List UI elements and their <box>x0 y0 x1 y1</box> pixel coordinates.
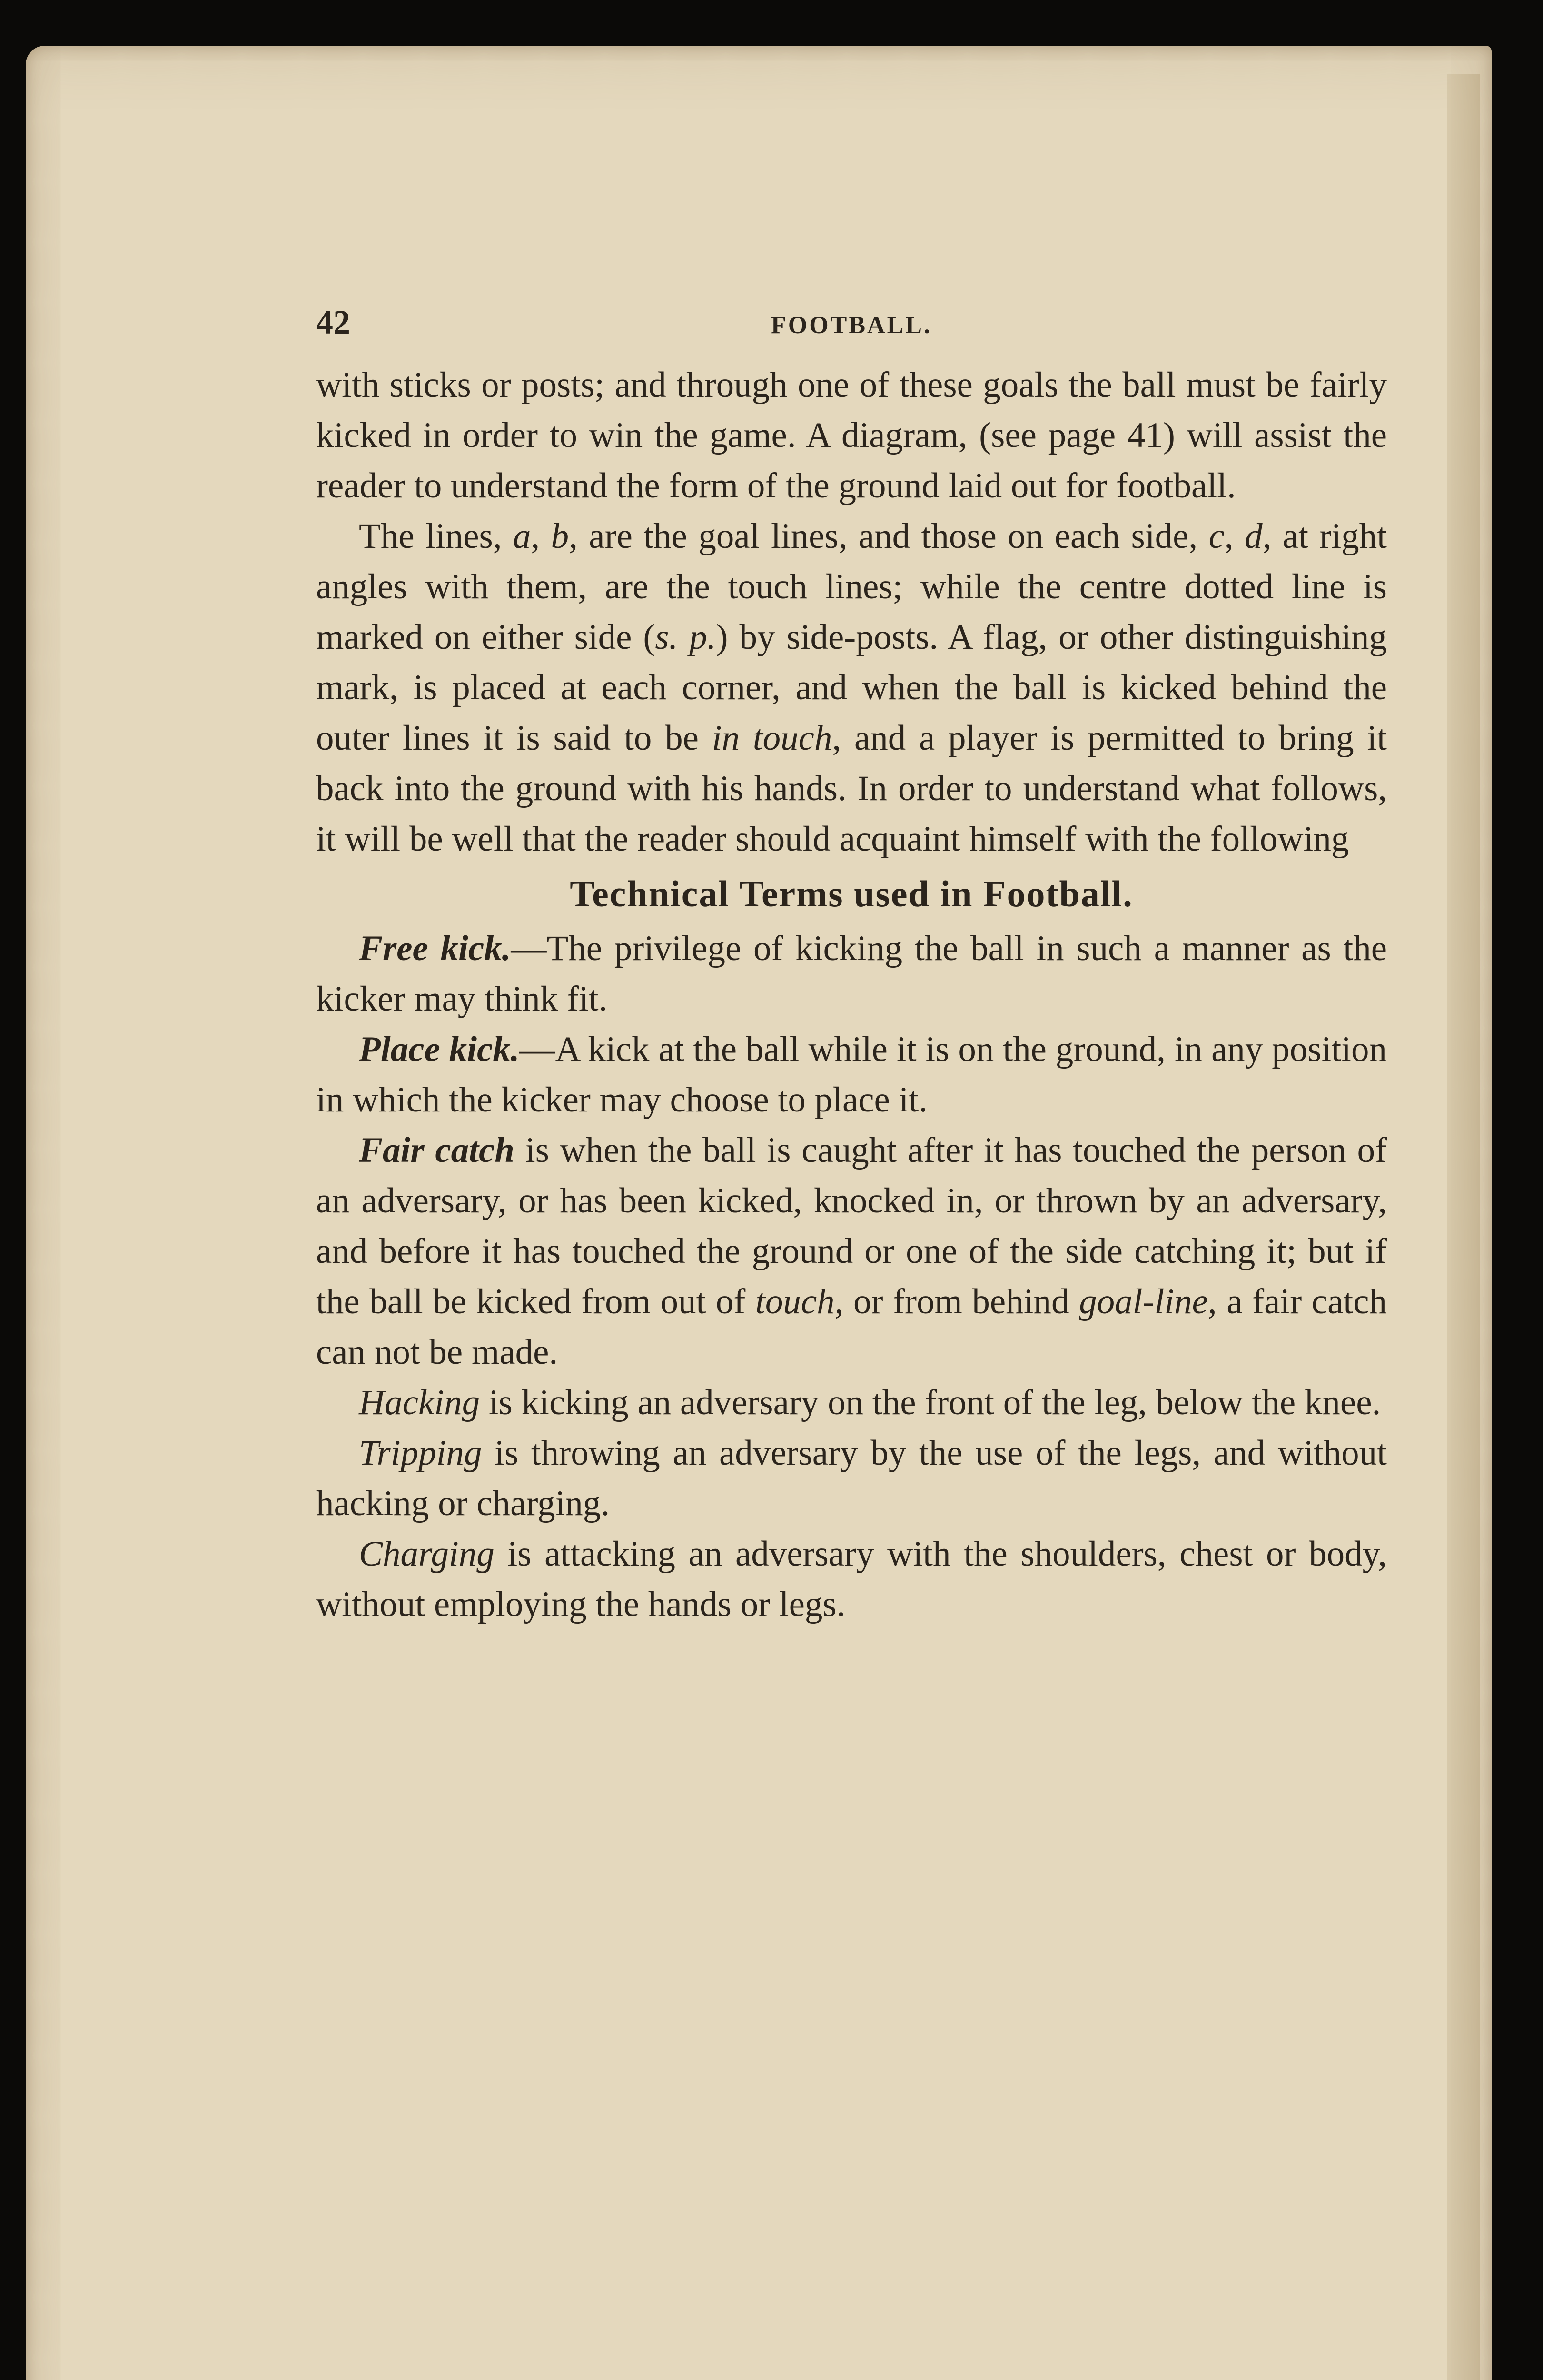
def-fair-catch-c: , a fair catch can not be made. <box>316 1282 1387 1372</box>
p2-text-e: , and a player is permitted to bring it back into the ground with his hands. In order to understand what follows, it will be well that the reader should acquaint himself with the following <box>316 718 1387 859</box>
term-fair-catch: Fair catch <box>359 1130 514 1170</box>
book-page <box>26 46 1492 2380</box>
page-content <box>316 303 1387 1630</box>
def-hacking: is kicking an adversary on the front of the leg, below the knee. <box>480 1383 1381 1422</box>
p2-var-a: a <box>513 516 531 556</box>
def-fair-catch-a: is when the ball is caught after it has touched the person of an adversary, or has been kicked, knocked in, or thrown by an adversary, and before it has touched the ground or one of the side catching it; but if the ball be kicked from out of <box>316 1130 1387 1321</box>
definition-place-kick <box>316 1024 1387 1125</box>
section-heading: Technical Terms used in Football. <box>570 873 1133 914</box>
paragraph-continued <box>316 360 1387 511</box>
term-charging: Charging <box>359 1534 495 1574</box>
definition-free-kick <box>316 923 1387 1024</box>
p2-comma-2: , <box>1224 516 1245 556</box>
p2-text-b: , are the goal lines, and those on each side, <box>569 516 1209 556</box>
def-tripping: is throwing an adversary by the use of the legs, and without hacking or charging. <box>316 1433 1387 1523</box>
running-head <box>316 303 1387 360</box>
fair-catch-goal-line: goal-line <box>1079 1282 1208 1321</box>
p2-var-d: d <box>1245 516 1263 556</box>
p2-var-b: b <box>551 516 569 556</box>
definition-hacking <box>316 1378 1387 1428</box>
fair-catch-touch: touch <box>755 1282 835 1321</box>
definition-tripping <box>316 1428 1387 1529</box>
p2-text-c: , at right angles with them, are the touch lines; while the centre dotted line is marked on either side ( <box>316 516 1387 657</box>
p2-text-a: The lines, <box>359 516 513 556</box>
definition-fair-catch <box>316 1125 1387 1378</box>
def-charging: is attacking an adversary with the shoulders, chest or body, without employing the hands or legs. <box>316 1534 1387 1624</box>
page-number: 42 <box>316 303 350 341</box>
def-fair-catch-b: , or from behind <box>834 1282 1079 1321</box>
page-edge-shadow <box>1447 74 1480 2380</box>
p2-var-sp: s. p. <box>655 617 716 657</box>
term-tripping: Tripping <box>359 1433 482 1473</box>
paragraph-1-text: with sticks or posts; and through one of these goals the ball must be fairly kicked in order to win the game. A diagram, (see page 41) will assist the reader to understand the form of the ground laid out for football. <box>316 365 1387 506</box>
def-place-kick: —A kick at the ball while it is on the ground, in any position in which the kicker may choose to place it. <box>316 1030 1387 1120</box>
p2-comma-1: , <box>531 516 551 556</box>
def-free-kick: —The privilege of kicking the ball in such a manner as the kicker may think fit. <box>316 929 1387 1019</box>
p2-text-d: ) by side-posts. A flag, or other distinguishing mark, is placed at each corner, and when the ball is kicked behind the outer lines it is said to be <box>316 617 1387 758</box>
term-free-kick: Free kick. <box>359 929 511 968</box>
p2-var-c: c <box>1208 516 1225 556</box>
p2-in-touch: in touch <box>712 718 832 758</box>
term-hacking: Hacking <box>359 1383 480 1422</box>
term-place-kick: Place kick. <box>359 1030 520 1069</box>
definition-charging <box>316 1529 1387 1630</box>
paragraph-lines <box>316 511 1387 864</box>
running-title: FOOTBALL. <box>771 312 932 339</box>
